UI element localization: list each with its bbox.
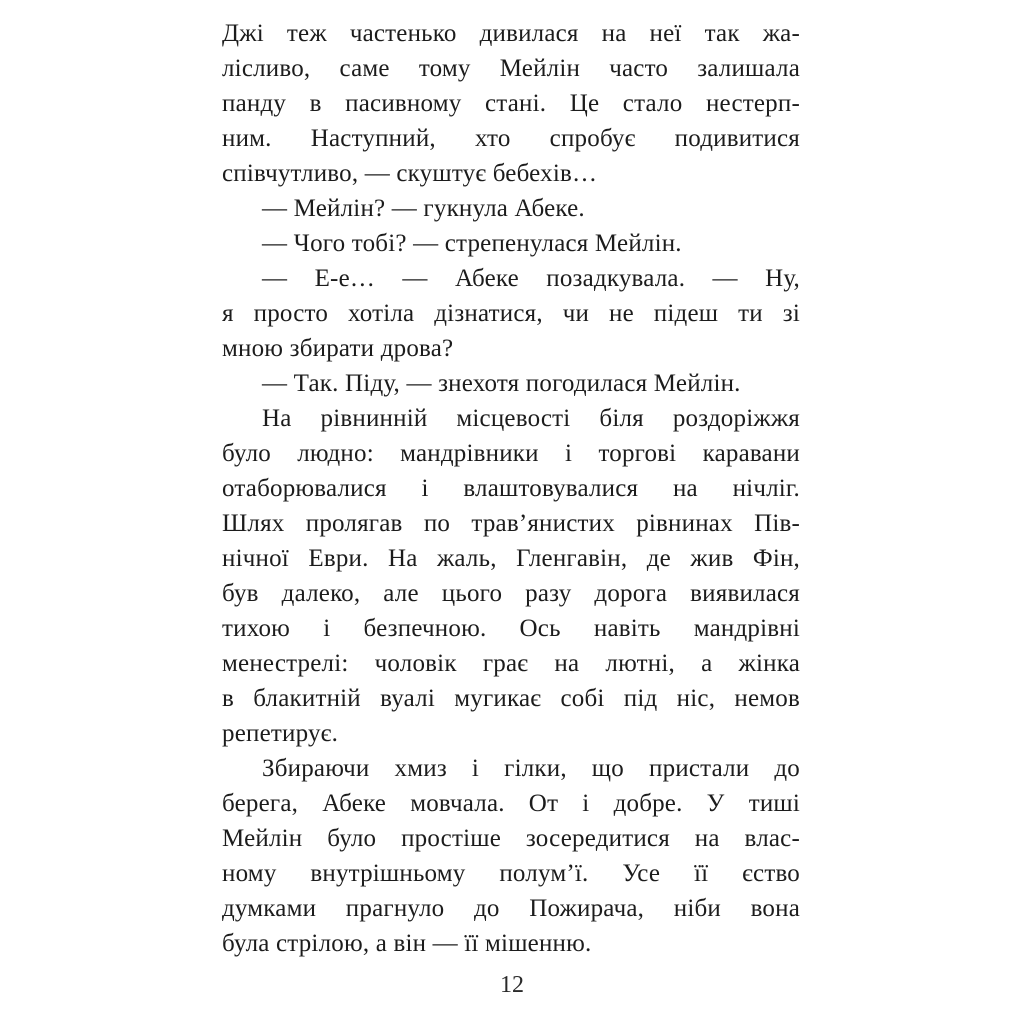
text-line: нічної Еври. На жаль, Гленгавін, де жив Фін, (222, 545, 800, 572)
text-line: На рівнинній місцевості біля роздоріжжя (262, 405, 800, 432)
paragraph (222, 261, 800, 366)
text-line: — Так. Піду, — знехотя погодилася Мейлін. (262, 370, 741, 397)
text-line: Джі теж частенько дивилася на неї так жа- (222, 20, 800, 47)
paragraph (222, 751, 800, 961)
text-line: тихою і безпечною. Ось навіть мандрівні (222, 615, 800, 642)
text-line: співчутливо, — скуштує бебехів… (222, 160, 598, 187)
paragraph (222, 401, 800, 751)
text-line: репетирує. (222, 720, 339, 747)
text-line: отаборювалися і влаштовувалися на нічліг. (222, 475, 800, 502)
paragraph (222, 16, 800, 191)
text-line: берега, Абеке мовчала. От і добре. У тиші (222, 790, 800, 817)
text-line: менестрелі: чоловік грає на лютні, а жінка (222, 650, 800, 677)
text-line: лісливо, саме тому Мейлін часто залишала (222, 55, 800, 82)
text-line: Шлях пролягав по трав’янистих рівнинах Пів- (222, 510, 800, 537)
text-line: — Е-е… — Абеке позадкувала. — Ну, (262, 265, 800, 292)
text-block (222, 16, 800, 961)
text-line: панду в пасивному стані. Це стало нестерп- (222, 90, 800, 117)
text-line: в блакитній вуалі мугикає собі під ніс, немов (222, 685, 800, 712)
paragraph (222, 191, 800, 226)
paragraph (222, 226, 800, 261)
text-line: ному внутрішньому полум’ї. Усе її єство (222, 860, 800, 887)
text-line: мною збирати дрова? (222, 335, 454, 362)
page-number: 12 (500, 972, 524, 998)
text-line: було людно: мандрівники і торгові каравани (222, 440, 800, 467)
text-line: я просто хотіла дізнатися, чи не підеш ти зі (222, 300, 800, 327)
text-line: — Чого тобі? — стрепенулася Мейлін. (262, 230, 682, 257)
text-line: — Мейлін? — гукнула Абеке. (262, 195, 585, 222)
text-line: думками прагнуло до Пожирача, ніби вона (222, 895, 800, 922)
paragraph (222, 366, 800, 401)
text-line: була стрілою, а він — її мішенню. (222, 930, 592, 957)
text-line: Збираючи хмиз і гілки, що пристали до (262, 755, 800, 782)
text-line: Мейлін було простіше зосередитися на влас- (222, 825, 800, 852)
text-line: був далеко, але цього разу дорога виявилася (222, 580, 800, 607)
text-line: ним. Наступний, хто спробує подивитися (222, 125, 800, 152)
